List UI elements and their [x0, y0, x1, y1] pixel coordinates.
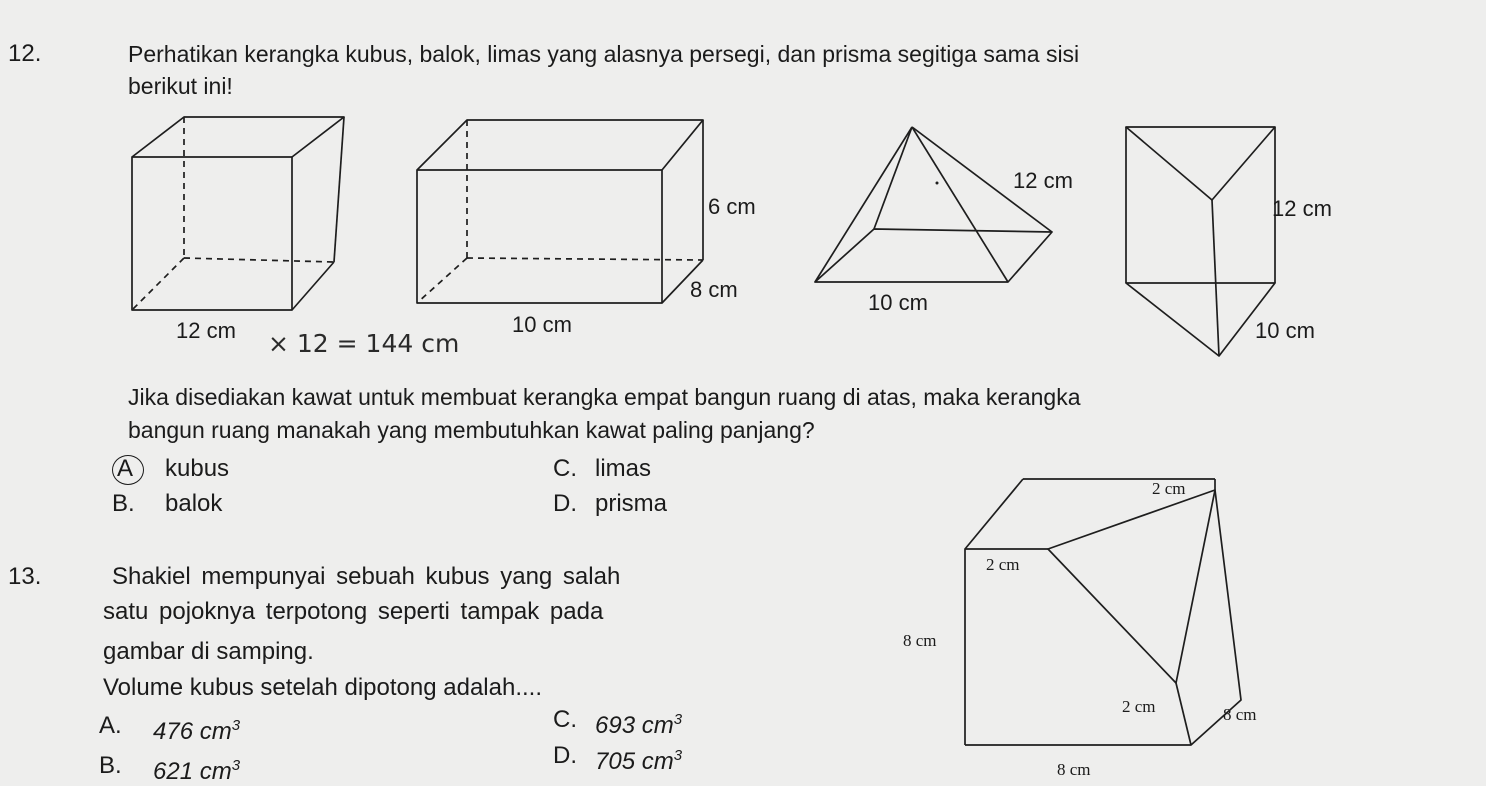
- box-length-label: 10 cm: [512, 312, 572, 337]
- prism-figure: [1126, 127, 1275, 356]
- pyramid-edge-front-left: [815, 127, 912, 282]
- q13-line4: Volume kubus setelah dipotong adalah....: [103, 674, 542, 701]
- cut-cube-top-cut-label: 2 cm: [1152, 479, 1186, 498]
- cut-cube-left-cut-label: 2 cm: [986, 555, 1020, 574]
- cube-back-right-edge: [334, 117, 344, 262]
- q12-option-c-text: limas: [595, 455, 652, 482]
- cut-cube-top-left-edge: [965, 479, 1023, 549]
- q13-option-c-value: 693 $cm^3$: [595, 711, 683, 739]
- q12-option-a-text: kubus: [165, 455, 230, 482]
- box-figure: [417, 120, 703, 303]
- cut-cube-front-right-edge: [1176, 683, 1191, 745]
- cut-cube-left-edge-label: 8 cm: [903, 631, 937, 650]
- cut-cube-outline-left-top: [965, 549, 1048, 745]
- q12-question-line1: Jika disediakan kawat untuk membuat kerangka empat bangun ruang di atas, maka kerangka: [128, 384, 1081, 410]
- cube-hidden-bottom-edge: [184, 258, 334, 262]
- handwritten-note: × 12 = 144 cm: [268, 329, 460, 358]
- q12-question-line2: bangun ruang manakah yang membutuhkan kawat paling panjang?: [128, 417, 815, 443]
- q13-option-b-value: 621 $cm^3$: [153, 757, 241, 785]
- cube-hidden-depth-edge: [132, 258, 184, 310]
- q13-line3: gambar di samping.: [103, 638, 314, 665]
- pyramid-dot: [936, 182, 939, 185]
- prism-top-triangle: [1126, 127, 1275, 200]
- box-hidden-depth-edge: [417, 258, 467, 303]
- cube-front-face: [132, 157, 292, 310]
- box-hidden-bottom-edge: [467, 258, 703, 260]
- q12-option-d-text: prisma: [595, 490, 668, 517]
- prism-front-edge: [1212, 200, 1219, 356]
- q12-option-d-letter: D.: [553, 490, 577, 517]
- q13-line2: satu pojoknya terpotong seperti tampak pada: [103, 598, 604, 625]
- q13-option-a-value: 476 $cm^3$: [153, 717, 241, 745]
- pyramid-base: [815, 229, 1052, 282]
- q12-number: 12.: [8, 40, 42, 67]
- cut-cube-bottom-cut-label: 2 cm: [1122, 697, 1156, 716]
- cut-cube-right-edge-label: 8 cm: [1223, 705, 1257, 724]
- cube-side-label: 12 cm: [176, 318, 236, 343]
- cut-cube-triangle-cut: [1048, 490, 1215, 683]
- q13-line1: Shakiel mempunyai sebuah kubus yang salah: [112, 563, 621, 590]
- cut-cube-outline-bottom-right: [965, 490, 1241, 745]
- box-width-label: 8 cm: [690, 277, 738, 302]
- prism-bottom-triangle: [1126, 283, 1275, 356]
- q13-option-c-letter: C.: [553, 706, 577, 733]
- q13-option-d-value: 705 $cm^3$: [595, 747, 683, 775]
- q13-option-b-letter: B.: [99, 752, 122, 779]
- prism-height-label: 12 cm: [1272, 196, 1332, 221]
- pyramid-edge-label: 12 cm: [1013, 168, 1073, 193]
- cut-cube-bottom-edge-label: 8 cm: [1057, 760, 1091, 779]
- pyramid-figure: [815, 127, 1052, 282]
- cut-cube-figure: [965, 479, 1241, 745]
- q12-option-b-letter: B.: [112, 490, 135, 517]
- q13-option-d-letter: D.: [553, 742, 577, 769]
- pyramid-base-label: 10 cm: [868, 290, 928, 315]
- q12-instruction-line1: Perhatikan kerangka kubus, balok, limas yang alasnya persegi, dan prisma segitiga sama sisi: [128, 41, 1080, 67]
- cube-figure: [132, 117, 344, 310]
- q13-option-a-letter: A.: [99, 712, 122, 739]
- cube-top-face: [132, 117, 344, 157]
- q13-number: 13.: [8, 563, 42, 590]
- box-front-face: [417, 170, 662, 303]
- box-top-face: [417, 120, 703, 170]
- box-height-label: 6 cm: [708, 194, 756, 219]
- q12-instruction-line2: berikut ini!: [128, 73, 233, 99]
- cube-bottom-right-edge: [292, 262, 334, 310]
- pyramid-edge-front-right: [912, 127, 1008, 282]
- prism-base-label: 10 cm: [1255, 318, 1315, 343]
- q12-option-c-letter: C.: [553, 455, 577, 482]
- q12-option-a-letter: A: [117, 455, 134, 482]
- q12-option-b-text: balok: [165, 490, 223, 517]
